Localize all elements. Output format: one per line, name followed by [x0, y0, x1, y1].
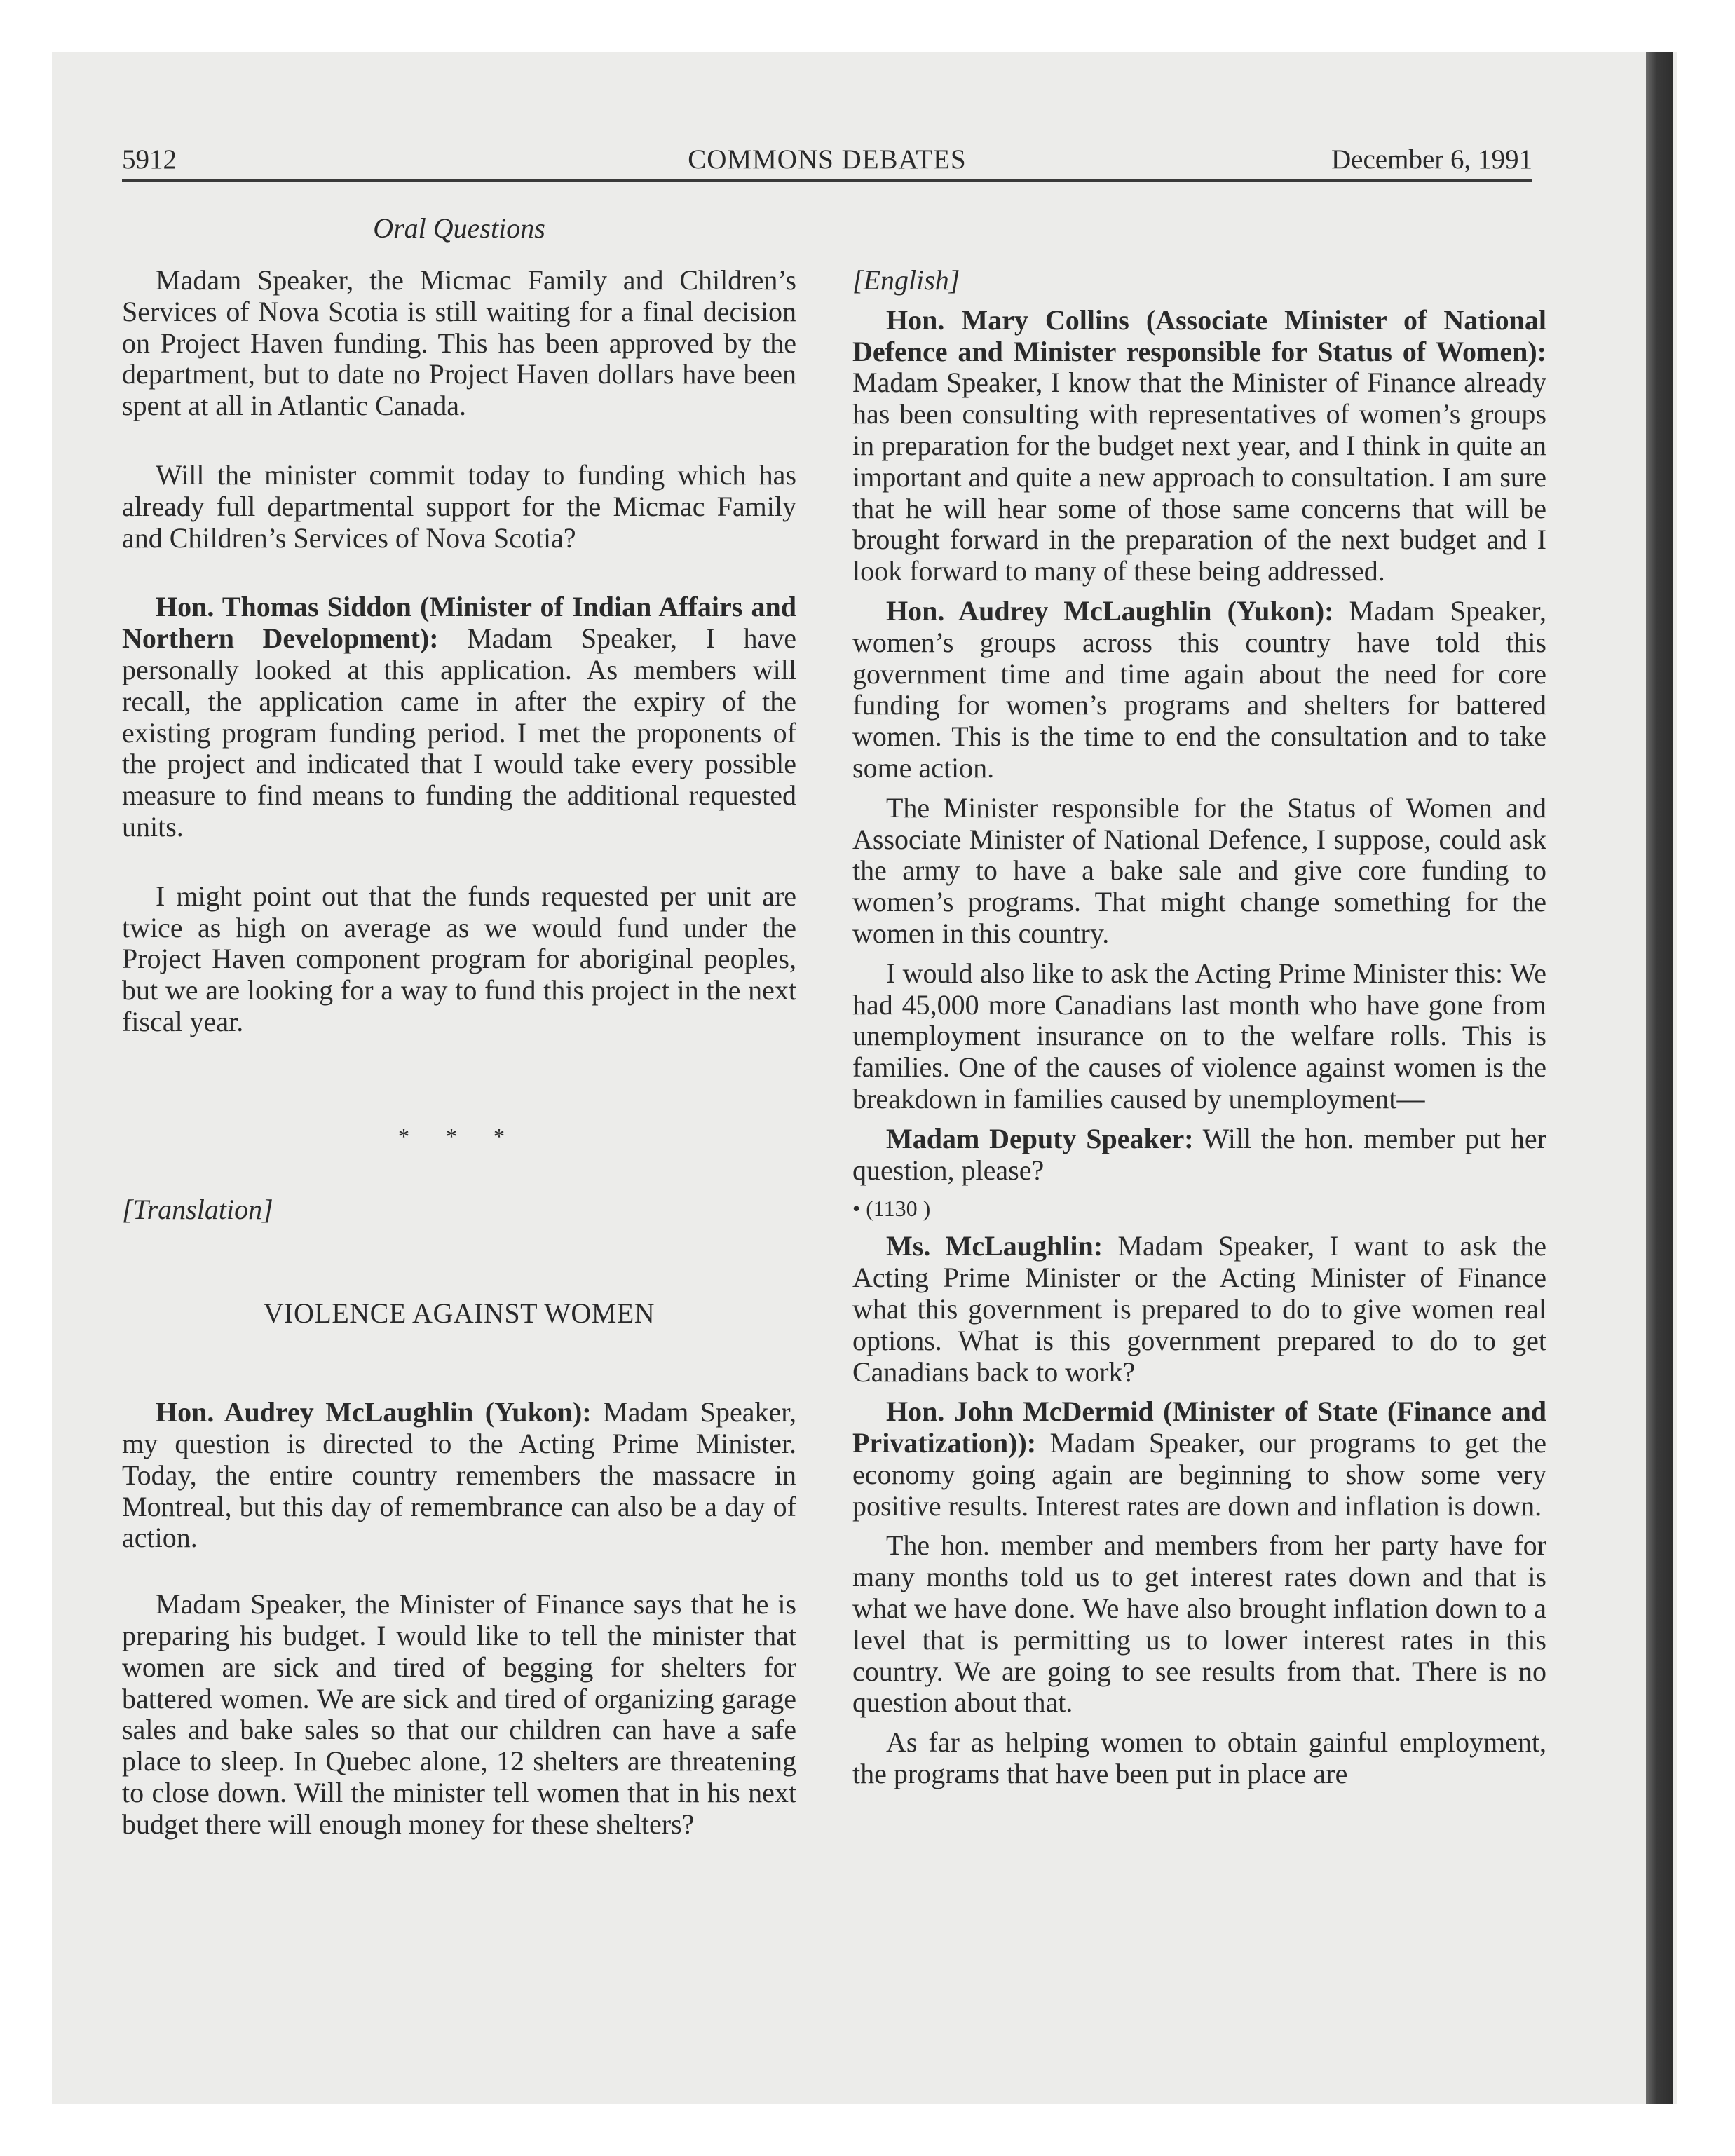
- speech-text: Madam Speaker, my question is directed to the Acting Prime Minister. Today, the entire country remembers the massacre in Montreal, but this day of remembrance can also be a day of action.: [122, 1396, 796, 1554]
- paragraph: [852, 1231, 1546, 1388]
- language-tag: [English]: [852, 264, 960, 296]
- language-tag: [Translation]: [122, 1193, 273, 1225]
- paragraph: [852, 305, 1546, 587]
- speech-text: Madam Speaker, I have personally looked at this application. As members will recall, the application came in after the expiry of the existing program funding period. I met the proponents of the project and indicated that I would take every possible measure to find means to funding the additional requested units.: [122, 622, 796, 842]
- paragraph: Will the minister commit today to funding which has already full departmental support for the Micmac Family and Children’s Services of Nova Scotia?: [122, 458, 796, 554]
- speech-text: Madam Speaker, women’s groups across this country have told this government time and time again about the need for core funding for women’s programs and shelters for battered women. This is the time to end the consultation and to take some action.: [852, 594, 1546, 784]
- section-separator: * * *: [398, 1123, 520, 1149]
- speech-text: Madam Speaker, our programs to get the economy going again are beginning to show some very positive results. Interest rates are down and inflation is down.: [852, 1427, 1546, 1522]
- paragraph: The Minister responsible for the Status of Women and Associate Minister of National Defence, I suppose, could ask the army to have a bake sale and give core funding to women’s programs. That might change something for the women in this country.: [852, 791, 1546, 949]
- paragraph: [122, 592, 796, 842]
- paragraph: Madam Speaker, the Minister of Finance says that he is preparing his budget. I would like to tell the minister that women are sick and tired of begging for shelters for battered women. We are sick and tired of organizing garage sales and bake sales so that our children can have a safe place to sleep. In Quebec alone, 12 shelters are threatening to close down. Will the minister tell women that in his next budget there will enough money for these shelters?: [122, 1588, 796, 1840]
- journal-title: COMMONS DEBATES: [688, 144, 967, 175]
- speaker-name: Hon. Audrey McLaughlin (Yukon):: [156, 1396, 592, 1428]
- speaker-name: Hon. John McDermid (Minister of State (Finance and Privatization)):: [852, 1396, 1546, 1459]
- speech-text: Madam Speaker, I know that the Minister of Finance already has been consulting with representatives of women’s groups in preparation for the budget next year, and I think in quite an important and quite a new approach to consultation. I am sure that he will hear some of those same concerns that will be brought forward in the preparation of the next budget and I look forward to many of these being addressed.: [852, 367, 1546, 587]
- section-heading: VIOLENCE AGAINST WOMEN: [263, 1297, 655, 1330]
- section-label: Oral Questions: [373, 212, 545, 244]
- speaker-name: Ms. McLaughlin:: [886, 1230, 1103, 1262]
- header-date: December 6, 1991: [1331, 144, 1532, 175]
- binding-edge: [1646, 52, 1673, 2104]
- paragraph: I might point out that the funds requested per unit are twice as high on average as we would fund under the Project Haven component program for aboriginal peoples, but we are looking for a way to fund this project in the next fiscal year.: [122, 880, 796, 1037]
- speech-text: Will the hon. member put her question, please?: [852, 1122, 1546, 1186]
- speech-text: Madam Speaker, I want to ask the Acting Prime Minister or the Acting Minister of Finance what this government is prepared to do to give women real options. What is this government prepared to do to get Canadians back to work?: [852, 1230, 1546, 1388]
- paragraph: Madam Speaker, the Micmac Family and Children’s Services of Nova Scotia is still waiting for a final decision on Project Haven funding. This has been approved by the department, but to date no Project Haven dollars have been spent at all in Atlantic Canada.: [122, 264, 796, 422]
- paragraph: [122, 1397, 796, 1554]
- page-number: 5912: [122, 144, 177, 175]
- header-rule: [122, 179, 1532, 182]
- time-stamp: • (1130 ): [852, 1196, 931, 1222]
- paragraph: As far as helping women to obtain gainful employment, the programs that have been put in place are: [852, 1726, 1546, 1790]
- speaker-name: Hon. Thomas Siddon (Minister of Indian Affairs and Northern Development):: [122, 591, 796, 655]
- right-column: [852, 265, 1546, 1790]
- speaker-name: Hon. Audrey McLaughlin (Yukon):: [886, 594, 1334, 627]
- speaker-name: Madam Deputy Speaker:: [886, 1122, 1194, 1154]
- speaker-name: Hon. Mary Collins (Associate Minister of National Defence and Minister responsible for Status of Women):: [852, 303, 1546, 367]
- paragraph: I would also like to ask the Acting Prime Minister this: We had 45,000 more Canadians last month who have gone from unemployment insurance on to the welfare rolls. This is families. One of the causes of violence against women is the breakdown in families caused by unemployment—: [852, 957, 1546, 1114]
- page-header: [122, 142, 1532, 184]
- paragraph: [852, 1124, 1546, 1187]
- paragraph: [852, 1396, 1546, 1522]
- left-column: [122, 265, 796, 1840]
- paragraph: [852, 596, 1546, 784]
- paragraph: The hon. member and members from her party have for many months told us to get interest rates down and that is what we have done. We have also brought inflation down to a level that is permitting us to lower interest rates in this country. We are going to see results from that. There is no question about that.: [852, 1529, 1546, 1719]
